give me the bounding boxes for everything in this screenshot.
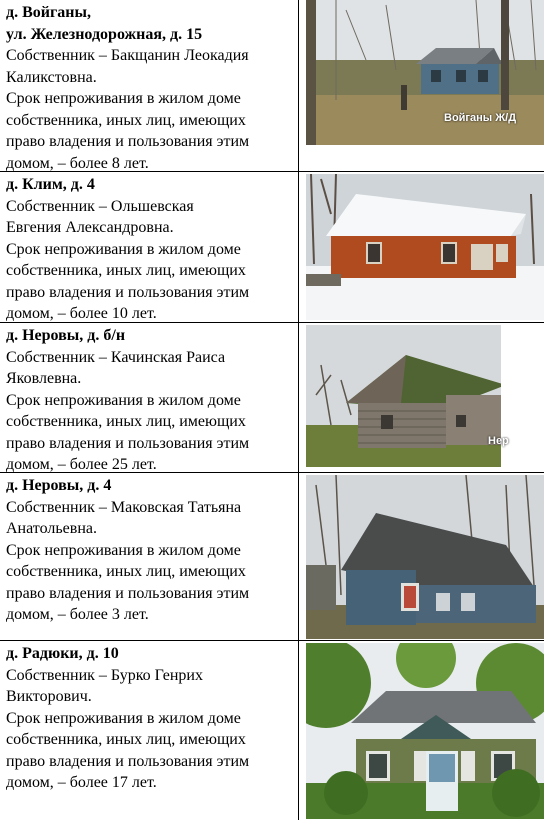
record-line: право владения и пользования этим bbox=[6, 283, 250, 301]
record-text bbox=[6, 2, 296, 174]
record-line: Собственник – Качинская Раиса bbox=[6, 348, 226, 366]
record-line: собственника, иных лиц, имеющих bbox=[6, 731, 246, 748]
record-line: право владения и пользования этим bbox=[6, 434, 250, 452]
record-text bbox=[6, 475, 296, 626]
house-photo bbox=[306, 325, 516, 467]
house-photo bbox=[306, 475, 544, 639]
house-photo bbox=[306, 174, 544, 320]
house-photo bbox=[306, 643, 544, 819]
record-heading: д. Неровы, д. б/н bbox=[6, 327, 126, 344]
record-text bbox=[6, 174, 296, 325]
record-line: право владения и пользования этим bbox=[6, 133, 250, 150]
record-line: домом, – более 25 лет. bbox=[6, 456, 157, 473]
record-line: Собственник – Бурко Генрих bbox=[6, 666, 203, 684]
record-line: Срок непроживания в жилом доме bbox=[6, 709, 241, 727]
record-line: право владения и пользования этим bbox=[6, 752, 250, 770]
record-line: Срок непроживания в жилом доме bbox=[6, 240, 241, 258]
record-line: Каликстовна. bbox=[6, 68, 97, 86]
record-line: домом, – более 8 лет. bbox=[6, 154, 149, 172]
record-line: Срок непроживания в жилом доме bbox=[6, 541, 241, 559]
table-row bbox=[0, 0, 544, 171]
record-line: Срок непроживания в жилом доме bbox=[6, 90, 241, 107]
photo-caption: Войганы Ж/Д bbox=[444, 112, 517, 124]
record-line: Викторович. bbox=[6, 688, 92, 705]
record-line: собственника, иных лиц, имеющих bbox=[6, 563, 246, 580]
record-line: Собственник – Ольшевская bbox=[6, 197, 194, 215]
record-line: Собственник – Маковская Татьяна bbox=[6, 498, 242, 516]
house-photo bbox=[306, 0, 544, 145]
record-line: собственника, иных лиц, имеющих bbox=[6, 111, 246, 129]
record-line: собственника, иных лиц, имеющих bbox=[6, 413, 246, 430]
record-heading: д. Клим, д. 4 bbox=[6, 176, 95, 193]
record-line: право владения и пользования этим bbox=[6, 584, 250, 602]
record-line: домом, – более 10 лет. bbox=[6, 305, 157, 322]
record-line: домом, – более 3 лет. bbox=[6, 606, 149, 623]
record-line: Яковлевна. bbox=[6, 370, 82, 387]
photo-caption: Нер bbox=[488, 435, 509, 447]
record-heading: д. Войганы, bbox=[6, 4, 91, 21]
table-row bbox=[0, 171, 544, 322]
record-line: Срок непроживания в жилом доме bbox=[6, 391, 241, 409]
record-text bbox=[6, 325, 296, 476]
record-line: домом, – более 17 лет. bbox=[6, 774, 157, 791]
table-row bbox=[0, 472, 544, 640]
record-heading: д. Неровы, д. 4 bbox=[6, 477, 112, 494]
record-heading: ул. Железнодорожная, д. 15 bbox=[6, 25, 203, 43]
record-line: Собственник – Бакщанин Леокадия bbox=[6, 47, 249, 64]
record-text bbox=[6, 643, 296, 794]
record-line: Евгения Александровна. bbox=[6, 219, 174, 236]
record-line: собственника, иных лиц, имеющих bbox=[6, 262, 246, 279]
record-heading: д. Радюки, д. 10 bbox=[6, 645, 119, 662]
table-row bbox=[0, 322, 544, 472]
table-row bbox=[0, 640, 544, 820]
record-line: Анатольевна. bbox=[6, 520, 97, 537]
